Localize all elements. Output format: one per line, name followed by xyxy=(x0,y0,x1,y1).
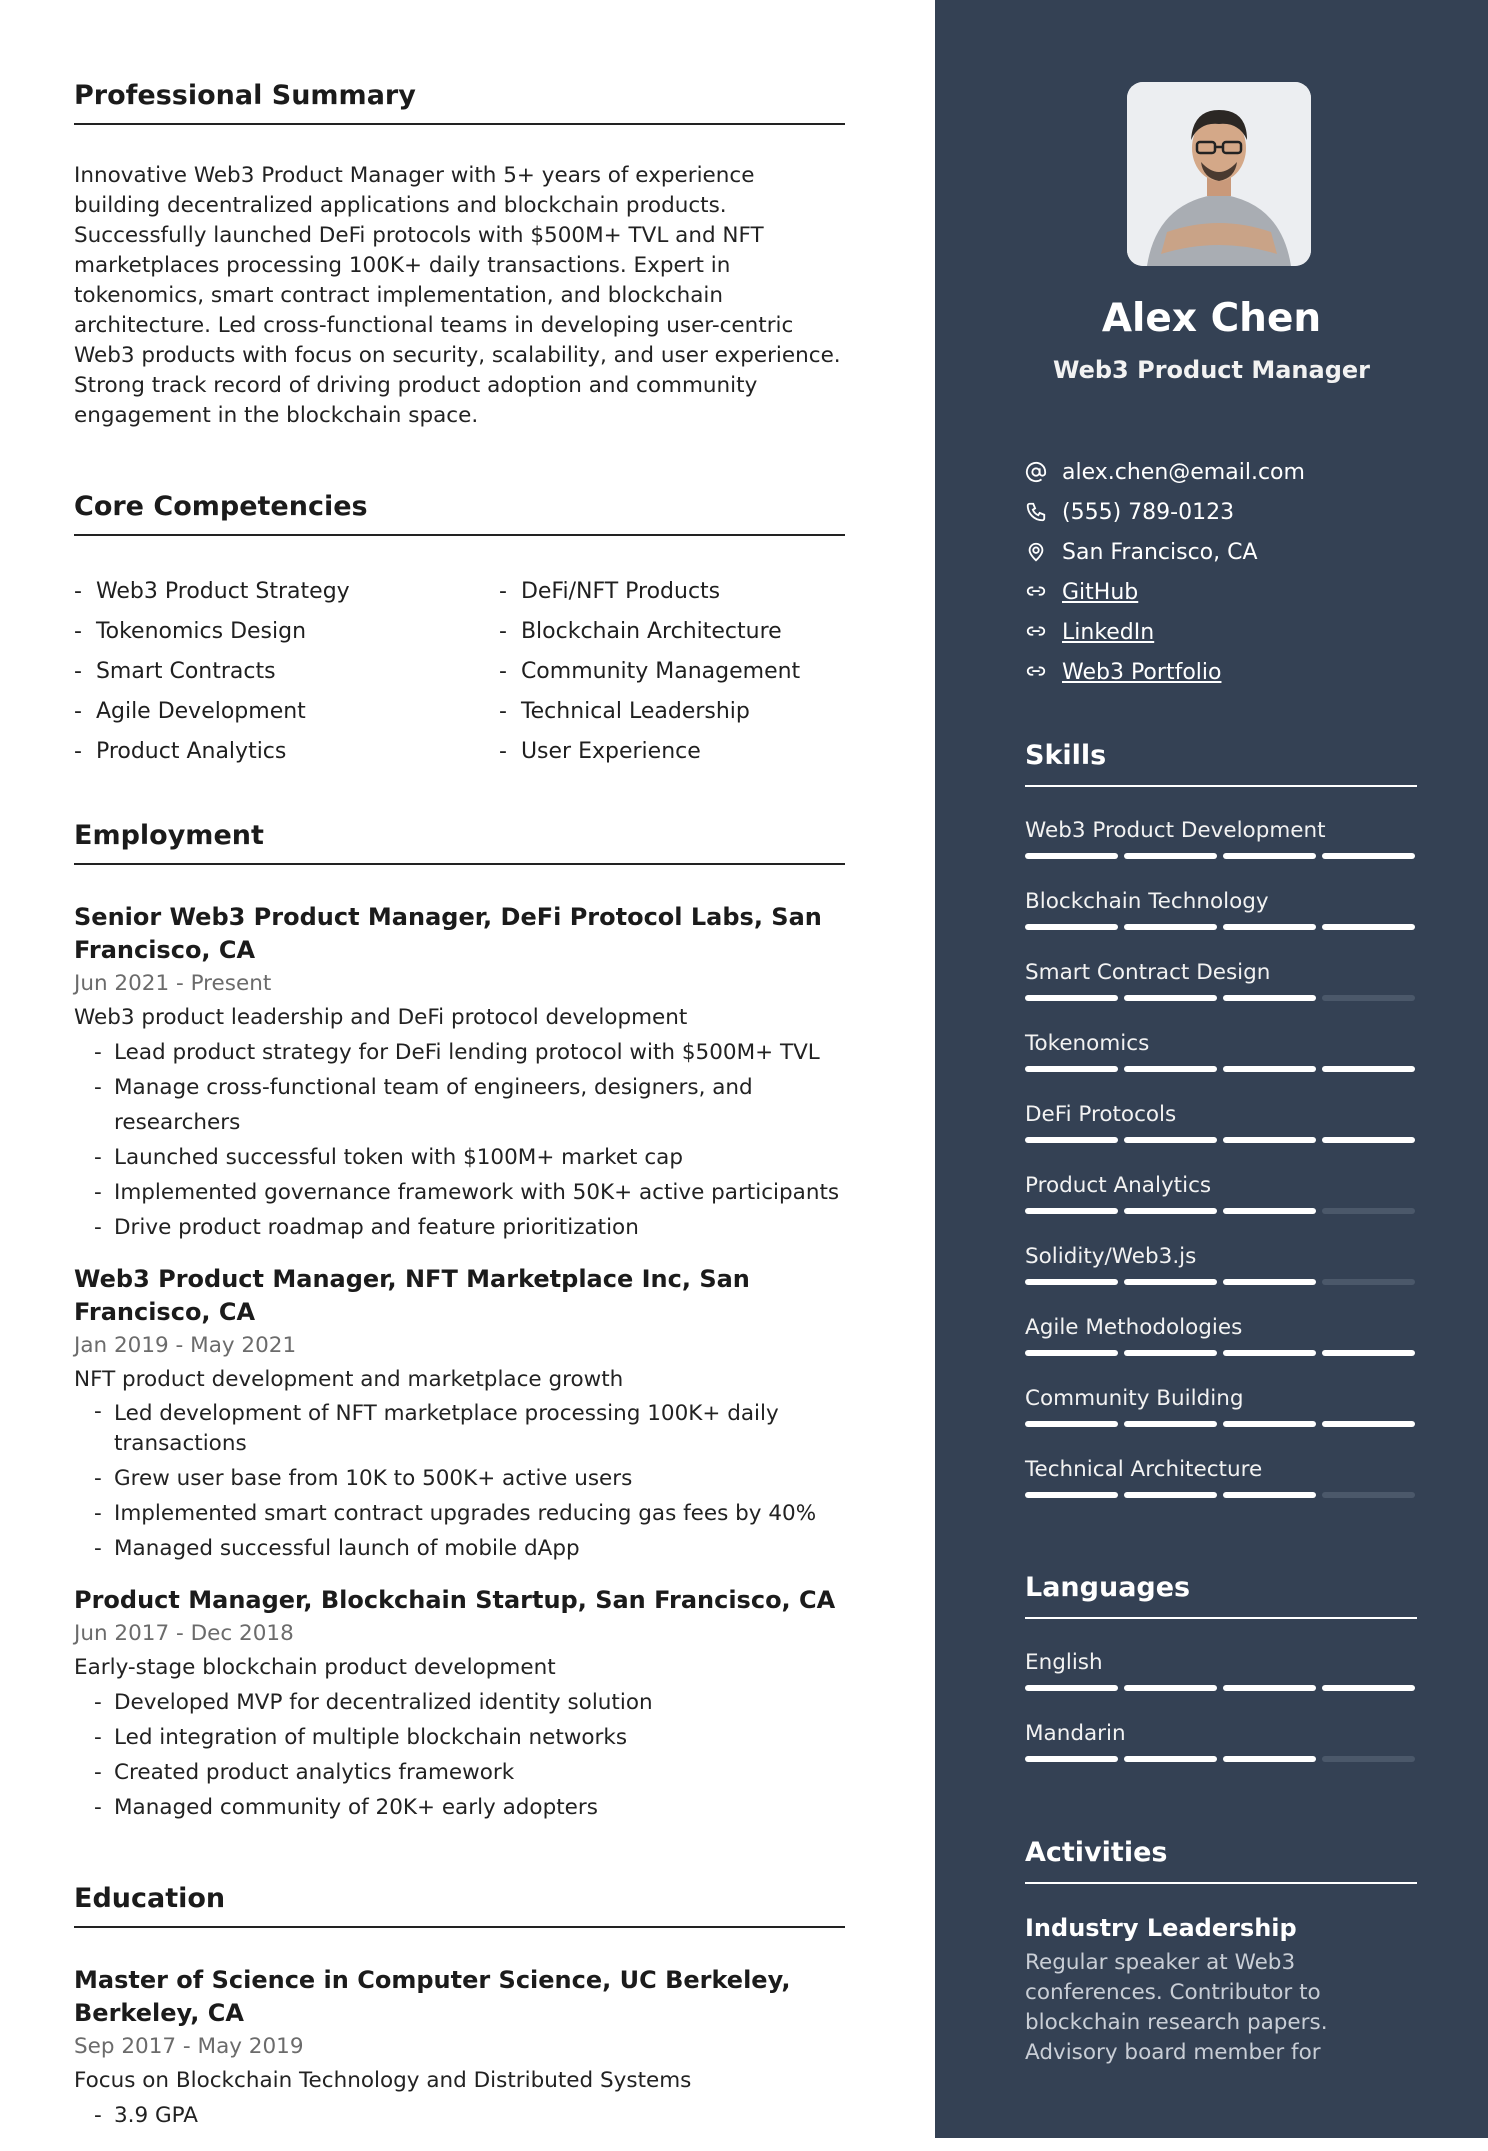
rating-segment-filled xyxy=(1124,1137,1217,1143)
contact-phone xyxy=(1025,492,1425,532)
rating-segment-filled xyxy=(1025,1685,1118,1691)
job-bullet: - Created product analytics framework xyxy=(94,1755,845,1790)
contact-list xyxy=(1025,452,1425,692)
rating-row xyxy=(1025,1314,1417,1385)
rating-segment-filled xyxy=(1322,853,1415,859)
rating-row xyxy=(1025,1649,1417,1720)
competency-item: - Agile Development xyxy=(74,692,499,732)
rating-segment-filled xyxy=(1124,1685,1217,1691)
job-start: Jun 2021 xyxy=(74,971,170,996)
competency-item: - Product Analytics xyxy=(74,732,499,772)
contact-portfolio[interactable] xyxy=(1025,652,1425,692)
rating-segment-filled xyxy=(1124,995,1217,1001)
competency-item: - Smart Contracts xyxy=(74,652,499,692)
rating-segment-filled xyxy=(1223,1756,1316,1762)
profile-name: Alex Chen xyxy=(1101,296,1322,341)
degree-title: Master of Science in Computer Science, UC Berkeley, Berkeley, CA xyxy=(74,1966,791,2027)
rating-segment-filled xyxy=(1223,1137,1316,1143)
job-bullet: - Managed successful launch of mobile dApp xyxy=(94,1531,845,1566)
job-bullet: - Manage cross-functional team of engineers, designers, and researchers xyxy=(94,1070,845,1140)
profile-title: Web3 Product Manager xyxy=(1052,356,1370,384)
rating-segment-filled xyxy=(1025,1350,1118,1356)
languages-list xyxy=(1025,1649,1417,1791)
activities-section xyxy=(1025,1837,1417,2068)
education-bullet: - 3.9 GPA xyxy=(94,2098,845,2133)
job-entry xyxy=(74,1263,845,1566)
job-start: Jan 2019 xyxy=(74,1333,169,1358)
sidebar xyxy=(935,0,1488,2138)
rating-label: Solidity/Web3.js xyxy=(1025,1244,1197,1269)
competencies-heading: Core Competencies xyxy=(74,491,845,536)
job-bullets xyxy=(74,1397,845,1566)
education-entry xyxy=(74,1964,845,2133)
rating-bar xyxy=(1025,1756,1417,1762)
rating-segment-filled xyxy=(1223,1279,1316,1285)
competencies-list xyxy=(74,572,845,772)
job-dates: Jan 2019 - May 2021 xyxy=(74,1333,297,1358)
location-pin-icon xyxy=(1025,541,1047,563)
rating-segment-filled xyxy=(1223,1685,1316,1691)
main-column xyxy=(74,80,845,2151)
rating-label: Blockchain Technology xyxy=(1025,889,1269,914)
rating-segment-filled xyxy=(1025,1066,1118,1072)
linkedin-link[interactable]: LinkedIn xyxy=(1062,619,1155,645)
rating-segment-filled xyxy=(1025,1208,1118,1214)
job-title: Web3 Product Manager, NFT Marketplace Inc, San Francisco, CA xyxy=(74,1265,750,1326)
rating-segment-filled xyxy=(1124,1756,1217,1762)
rating-segment-filled xyxy=(1223,1066,1316,1072)
rating-segment-filled xyxy=(1124,1066,1217,1072)
languages-section xyxy=(1025,1572,1417,1791)
rating-label: English xyxy=(1025,1650,1103,1675)
rating-row xyxy=(1025,1101,1417,1172)
phone-icon xyxy=(1025,501,1047,523)
job-entry xyxy=(74,1584,845,1825)
education-description: Focus on Blockchain Technology and Distributed Systems xyxy=(74,2068,692,2093)
rating-segment-filled xyxy=(1223,924,1316,930)
rating-bar xyxy=(1025,924,1417,930)
rating-segment-filled xyxy=(1124,1208,1217,1214)
rating-bar xyxy=(1025,1137,1417,1143)
job-bullet: - Managed community of 20K+ early adopters xyxy=(94,1790,845,1825)
rating-bar xyxy=(1025,853,1417,859)
rating-row xyxy=(1025,1030,1417,1101)
rating-bar xyxy=(1025,1350,1417,1356)
job-bullet: - Drive product roadmap and feature prioritization xyxy=(94,1210,845,1245)
rating-label: Mandarin xyxy=(1025,1721,1126,1746)
education-bullets xyxy=(74,2098,845,2133)
rating-segment-filled xyxy=(1124,1492,1217,1498)
rating-segment-empty xyxy=(1322,1492,1415,1498)
job-bullet: - Launched successful token with $100M+ market cap xyxy=(94,1140,845,1175)
activity-title: Industry Leadership xyxy=(1025,1914,1297,1942)
rating-row xyxy=(1025,959,1417,1030)
job-bullet: - Led development of NFT marketplace processing 100K+ daily transactions xyxy=(94,1397,845,1461)
rating-segment-filled xyxy=(1322,1137,1415,1143)
rating-bar xyxy=(1025,1492,1417,1498)
rating-segment-filled xyxy=(1223,1350,1316,1356)
education-start: Sep 2017 xyxy=(74,2034,177,2059)
education-end: May 2019 xyxy=(197,2034,304,2059)
rating-segment-filled xyxy=(1025,1137,1118,1143)
rating-segment-filled xyxy=(1223,1492,1316,1498)
rating-row xyxy=(1025,1456,1417,1527)
rating-segment-filled xyxy=(1124,1421,1217,1427)
skills-list xyxy=(1025,817,1417,1527)
job-description: Web3 product leadership and DeFi protocol development xyxy=(74,1005,688,1030)
contact-github[interactable] xyxy=(1025,572,1425,612)
job-dates: Jun 2021 - Present xyxy=(74,971,272,996)
job-dates: Jun 2017 - Dec 2018 xyxy=(74,1621,294,1646)
job-entry xyxy=(74,901,845,1245)
contact-text: San Francisco, CA xyxy=(1062,539,1258,565)
job-bullet: - Lead product strategy for DeFi lending protocol with $500M+ TVL xyxy=(94,1035,845,1070)
job-description: Early-stage blockchain product development xyxy=(74,1655,556,1680)
rating-segment-filled xyxy=(1223,1421,1316,1427)
rating-bar xyxy=(1025,1685,1417,1691)
job-end: May 2021 xyxy=(190,1333,297,1358)
rating-segment-filled xyxy=(1124,924,1217,930)
job-bullet: - Grew user base from 10K to 500K+ active users xyxy=(94,1461,845,1496)
link-icon xyxy=(1025,661,1047,683)
rating-bar xyxy=(1025,995,1417,1001)
rating-label: Web3 Product Development xyxy=(1025,818,1326,843)
job-end: Dec 2018 xyxy=(190,1621,294,1646)
profile-photo xyxy=(1127,82,1311,266)
employment-heading: Employment xyxy=(74,820,845,865)
rating-segment-filled xyxy=(1322,924,1415,930)
job-end: Present xyxy=(190,971,272,996)
contact-email xyxy=(1025,452,1425,492)
rating-segment-filled xyxy=(1124,853,1217,859)
link-icon xyxy=(1025,621,1047,643)
contact-text: alex.chen@email.com xyxy=(1062,459,1305,485)
rating-row xyxy=(1025,1720,1417,1791)
rating-segment-filled xyxy=(1025,1492,1118,1498)
at-icon xyxy=(1025,461,1047,483)
education-heading: Education xyxy=(74,1883,845,1928)
job-bullets xyxy=(74,1035,845,1245)
rating-segment-filled xyxy=(1025,924,1118,930)
competency-item: - Community Management xyxy=(499,652,845,692)
job-title: Senior Web3 Product Manager, DeFi Protocol Labs, San Francisco, CA xyxy=(74,903,822,964)
job-description: NFT product development and marketplace growth xyxy=(74,1367,624,1392)
rating-segment-empty xyxy=(1322,1279,1415,1285)
languages-heading: Languages xyxy=(1025,1572,1417,1619)
rating-segment-filled xyxy=(1322,1685,1415,1691)
competency-item: - Tokenomics Design xyxy=(74,612,499,652)
summary-heading: Professional Summary xyxy=(74,80,845,125)
rating-segment-filled xyxy=(1025,853,1118,859)
rating-row xyxy=(1025,1172,1417,1243)
competency-item: - Technical Leadership xyxy=(499,692,845,732)
rating-segment-filled xyxy=(1124,1279,1217,1285)
competency-item: - User Experience xyxy=(499,732,845,772)
job-bullet: - Developed MVP for decentralized identity solution xyxy=(94,1685,845,1720)
activity-description: Regular speaker at Web3 conferences. Contributor to blockchain research papers. Advisory board member for xyxy=(1025,1950,1328,2065)
competency-item: - Web3 Product Strategy xyxy=(74,572,499,612)
rating-segment-empty xyxy=(1322,1208,1415,1214)
rating-label: Community Building xyxy=(1025,1386,1244,1411)
github-link[interactable]: GitHub xyxy=(1062,579,1139,605)
competency-item: - Blockchain Architecture xyxy=(499,612,845,652)
contact-text: (555) 789-0123 xyxy=(1062,499,1235,525)
activities-heading: Activities xyxy=(1025,1837,1417,1884)
person-portrait-icon xyxy=(1127,82,1311,266)
rating-bar xyxy=(1025,1066,1417,1072)
rating-segment-filled xyxy=(1025,1756,1118,1762)
rating-row xyxy=(1025,1385,1417,1456)
rating-label: Smart Contract Design xyxy=(1025,960,1271,985)
rating-row xyxy=(1025,888,1417,959)
rating-bar xyxy=(1025,1421,1417,1427)
rating-segment-filled xyxy=(1223,995,1316,1001)
job-title: Product Manager, Blockchain Startup, San Francisco, CA xyxy=(74,1586,836,1614)
rating-bar xyxy=(1025,1279,1417,1285)
contact-linkedin[interactable] xyxy=(1025,612,1425,652)
link-icon xyxy=(1025,581,1047,603)
rating-row xyxy=(1025,817,1417,888)
rating-segment-filled xyxy=(1223,853,1316,859)
rating-segment-filled xyxy=(1223,1208,1316,1214)
rating-bar xyxy=(1025,1208,1417,1214)
skills-heading: Skills xyxy=(1025,740,1417,787)
job-bullet: - Implemented governance framework with 50K+ active participants xyxy=(94,1175,845,1210)
rating-segment-filled xyxy=(1322,1421,1415,1427)
rating-segment-empty xyxy=(1322,995,1415,1001)
summary-text: Innovative Web3 Product Manager with 5+ years of experience building decentralized applications and blockchain products. Successfully launched DeFi protocols with $500M+ TVL and NFT marketplaces processing 100K+ daily transactions. Expert in tokenomics, smart contract implementation, and blockchain architecture. Led cross-functional teams in developing user-centric Web3 products with focus on security, scalability, and user experience. Strong track record of driving product adoption and community engagement in the blockchain space. xyxy=(74,163,841,428)
job-bullet: - Implemented smart contract upgrades reducing gas fees by 40% xyxy=(94,1496,845,1531)
job-bullets xyxy=(74,1685,845,1825)
rating-row xyxy=(1025,1243,1417,1314)
rating-label: Agile Methodologies xyxy=(1025,1315,1243,1340)
rating-segment-filled xyxy=(1025,1279,1118,1285)
rating-label: DeFi Protocols xyxy=(1025,1102,1177,1127)
rating-segment-filled xyxy=(1322,1066,1415,1072)
skills-section xyxy=(1025,740,1417,1527)
education-dates: Sep 2017 - May 2019 xyxy=(74,2034,304,2059)
rating-label: Tokenomics xyxy=(1025,1031,1150,1056)
job-bullet: - Led integration of multiple blockchain networks xyxy=(94,1720,845,1755)
rating-segment-filled xyxy=(1025,1421,1118,1427)
contact-location xyxy=(1025,532,1425,572)
portfolio-link[interactable]: Web3 Portfolio xyxy=(1062,659,1222,685)
rating-segment-filled xyxy=(1124,1350,1217,1356)
rating-label: Technical Architecture xyxy=(1025,1457,1263,1482)
rating-segment-filled xyxy=(1025,995,1118,1001)
rating-segment-empty xyxy=(1322,1756,1415,1762)
job-start: Jun 2017 xyxy=(74,1621,170,1646)
rating-label: Product Analytics xyxy=(1025,1173,1212,1198)
competency-item: - DeFi/NFT Products xyxy=(499,572,845,612)
rating-segment-filled xyxy=(1322,1350,1415,1356)
